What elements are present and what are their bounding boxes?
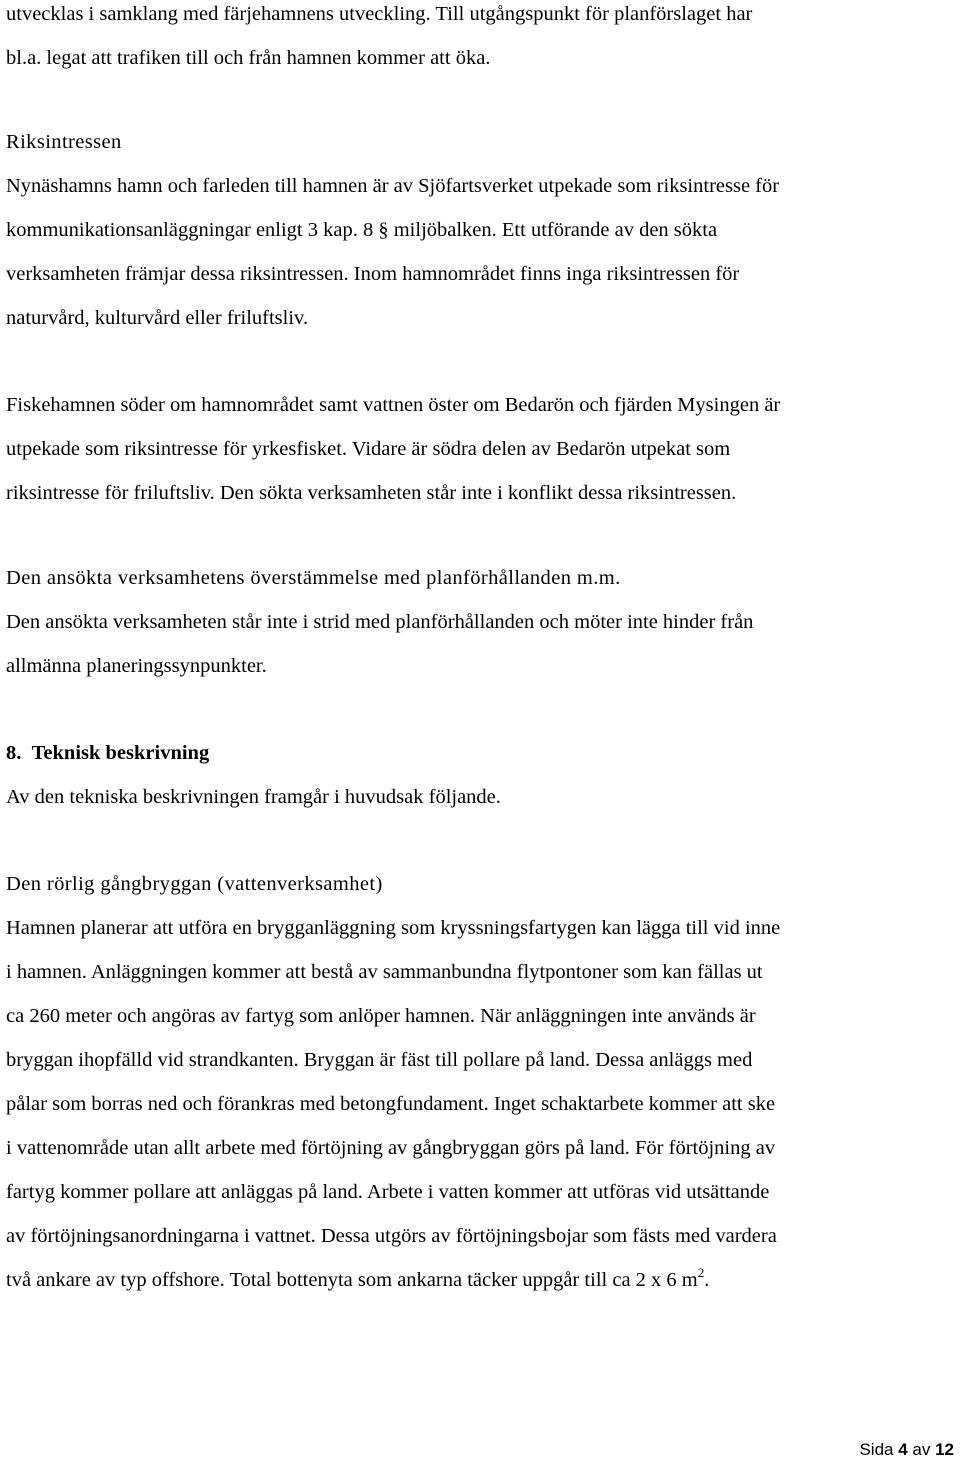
- text-line: Fiskehamnen söder om hamnområdet samt vattnen öster om Bedarön och fjärden Mysingen är: [6, 394, 781, 416]
- text-line: naturvård, kulturvård eller friluftsliv.: [6, 307, 309, 329]
- text-line: bryggan ihopfälld vid strandkanten. Bryggan är fäst till pollare på land. Dessa anläggs med: [6, 1049, 753, 1071]
- gangbryggan-section: [6, 862, 960, 1302]
- text-line: pålar som borras ned och förankras med betongfundament. Inget schaktarbete kommer att ske: [6, 1093, 776, 1115]
- riksintressen-section: [6, 120, 960, 340]
- text-line: Av den tekniska beskrivningen framgår i huvudsak följande.: [6, 786, 501, 808]
- footer-middle: av: [907, 1440, 936, 1459]
- riksintressen-heading: Riksintressen: [6, 131, 122, 153]
- text-line: utpekade som riksintresse för yrkesfisket. Vidare är södra delen av Bedarön utpekat som: [6, 438, 731, 460]
- text-line: av förtöjningsanordningarna i vattnet. Dessa utgörs av förtöjningsbojar som fästs med vardera: [6, 1225, 777, 1247]
- text-line: i vattenområde utan allt arbete med förtöjning av gångbryggan görs på land. För förtöjning av: [6, 1137, 776, 1159]
- last-line-text: två ankare av typ offshore. Total bottenyta som ankarna täcker uppgår till ca 2 x 6 m: [6, 1269, 698, 1291]
- footer-total-pages: 12: [935, 1440, 954, 1459]
- gangbryggan-heading: Den rörlig gångbryggan (vattenverksamhet): [6, 873, 383, 895]
- text-line: ca 260 meter och angöras av fartyg som anlöper hamnen. När anläggningen inte används är: [6, 1005, 756, 1027]
- text-line: allmänna planeringssynpunkter.: [6, 655, 267, 677]
- footer-prefix: Sida: [859, 1440, 899, 1459]
- intro-paragraph: [6, 0, 960, 80]
- text-line: verksamheten främjar dessa riksintressen. Inom hamnområdet finns inga riksintressen för: [6, 263, 740, 285]
- footer-current-page: 4: [898, 1440, 908, 1459]
- text-line: fartyg kommer pollare att anläggas på land. Arbete i vatten kommer att utföras vid utsättande: [6, 1181, 770, 1203]
- section-title: Teknisk beskrivning: [31, 742, 210, 764]
- superscript-exponent: 2: [697, 1265, 705, 1280]
- section-8-heading: [6, 731, 960, 775]
- text-line-last: [6, 1258, 960, 1302]
- text-line: Den ansökta verksamheten står inte i strid med planförhållanden och möter inte hinder från: [6, 611, 754, 633]
- fiskehamnen-paragraph: [6, 383, 960, 515]
- section-number: 8.: [6, 742, 22, 764]
- text-line: riksintresse för friluftsliv. Den sökta verksamheten står inte i konflikt dessa riksintressen.: [6, 482, 737, 504]
- text-line: utvecklas i samklang med färjehamnens utveckling. Till utgångspunkt för planförslaget har: [6, 3, 753, 25]
- text-line: Nynäshamns hamn och farleden till hamnen är av Sjöfartsverket utpekade som riksintresse för: [6, 175, 780, 197]
- section-8: [6, 731, 960, 819]
- text-line: kommunikationsanläggningar enligt 3 kap. 8 § miljöbalken. Ett utförande av den sökta: [6, 219, 718, 241]
- text-line: i hamnen. Anläggningen kommer att bestå av sammanbundna flytpontoner som kan fällas ut: [6, 961, 763, 983]
- text-line: Hamnen planerar att utföra en brygganläggning som kryssningsfartygen kan lägga till vid inne: [6, 917, 781, 939]
- overensstammelse-heading: Den ansökta verksamhetens överstämmelse med planförhållanden m.m.: [6, 567, 621, 589]
- last-line-end: .: [704, 1269, 710, 1291]
- overensstammelse-section: [6, 556, 960, 688]
- text-line: bl.a. legat att trafiken till och från hamnen kommer att öka.: [6, 47, 491, 69]
- page-number-footer: [859, 1438, 954, 1462]
